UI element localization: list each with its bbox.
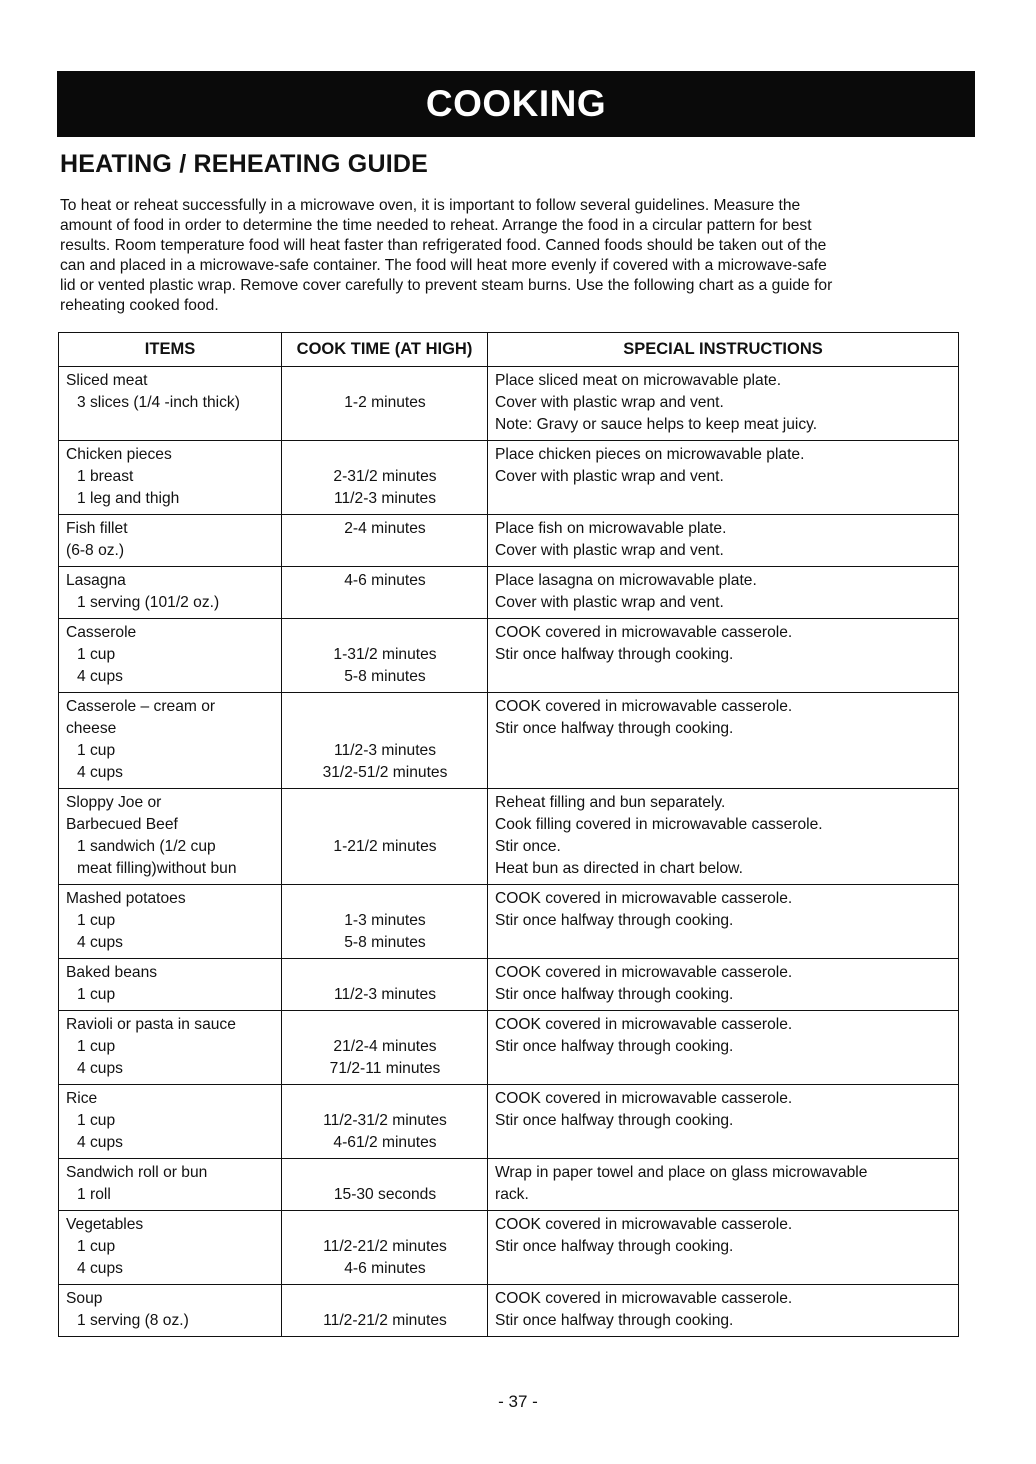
instruction-cell-line: COOK covered in microwavable casserole. [495,624,793,641]
spacer-line [289,962,481,984]
cook-time-cell-line: 11/2-3 minutes [334,742,436,759]
intro-line: results. Room temperature food will heat faster than refrigerated food. Canned foods should be taken out of the [60,237,827,254]
cook-time-cell-line: 11/2-31/2 minutes [323,1112,447,1129]
item-cell-line: Rice [66,1090,98,1107]
cook-time-cell [282,1159,488,1211]
intro-line: amount of food in order to determine the time needed to reheat. Arrange the food in a circular pattern for best [60,217,812,234]
intro-line: To heat or reheat successfully in a microwave oven, it is important to follow several guidelines. Measure the [60,197,801,214]
header-special-instructions: SPECIAL INSTRUCTIONS [488,333,959,367]
cook-time-cell-line: 4-61/2 minutes [333,1134,437,1151]
instruction-cell-line: Reheat filling and bun separately. [495,794,726,811]
instruction-cell [488,1159,959,1211]
cook-time-cell-line: 31/2-51/2 minutes [322,764,448,781]
table-row [59,1011,959,1085]
cook-time-cell [282,885,488,959]
item-cell-line: 3 slices (1/4 -inch thick) [77,394,240,411]
item-cell [59,1285,282,1337]
table-row [59,619,959,693]
item-cell [59,693,282,789]
cook-time-cell-line: 1-31/2 minutes [333,646,437,663]
table-row [59,1085,959,1159]
table-row [59,959,959,1011]
item-cell-line: Sloppy Joe or [66,794,162,811]
item-cell [59,885,282,959]
item-cell-line: 1 cup [77,1238,116,1255]
item-cell-line: 1 breast [77,468,134,485]
cook-time-cell-line: 2-4 minutes [344,520,426,537]
instruction-cell-line: COOK covered in microwavable casserole. [495,1290,793,1307]
instruction-cell-line: Place lasagna on microwavable plate. [495,572,757,589]
item-cell-line: 4 cups [77,1134,123,1151]
spacer-line [289,370,481,392]
instruction-cell-line: Stir once halfway through cooking. [495,1112,734,1129]
spacer-line [289,1162,481,1184]
item-cell [59,567,282,619]
cook-time-cell [282,619,488,693]
spacer-line [289,444,481,466]
instruction-cell [488,1285,959,1337]
intro-paragraph [60,196,960,316]
item-cell-line: Barbecued Beef [66,816,178,833]
table-row [59,1211,959,1285]
intro-line: lid or vented plastic wrap. Remove cover carefully to prevent steam burns. Use the following chart as a guide for [60,277,833,294]
cook-time-cell-line: 5-8 minutes [344,668,426,685]
cook-time-cell-line: 1-2 minutes [344,394,426,411]
instruction-cell [488,515,959,567]
item-cell [59,367,282,441]
item-cell-line: 1 roll [77,1186,111,1203]
cook-time-cell-line: 2-31/2 minutes [333,468,437,485]
instruction-cell-line: Wrap in paper towel and place on glass microwavable [495,1164,868,1181]
item-cell-line: Casserole – cream or [66,698,216,715]
instruction-cell-line: Cover with plastic wrap and vent. [495,468,724,485]
cook-time-cell [282,515,488,567]
cook-time-cell [282,1011,488,1085]
instruction-cell-line: COOK covered in microwavable casserole. [495,964,793,981]
cook-time-cell-line: 4-6 minutes [344,1260,426,1277]
instruction-cell-line: Heat bun as directed in chart below. [495,860,743,877]
cook-time-cell [282,1285,488,1337]
cook-time-cell-line: 11/2-3 minutes [334,986,436,1003]
item-cell [59,959,282,1011]
cook-time-cell-line: 21/2-4 minutes [333,1038,437,1055]
instruction-cell [488,959,959,1011]
item-cell-line: 4 cups [77,764,123,781]
instruction-cell [488,885,959,959]
instruction-cell [488,441,959,515]
item-cell-line: Baked beans [66,964,158,981]
cook-time-cell-line: 15-30 seconds [333,1186,437,1203]
instruction-cell-line: Place sliced meat on microwavable plate. [495,372,782,389]
instruction-cell-line: Place fish on microwavable plate. [495,520,727,537]
table-row [59,789,959,885]
item-cell-line: 1 cup [77,646,116,663]
table-row [59,567,959,619]
item-cell-line: 1 cup [77,742,116,759]
table-row [59,1159,959,1211]
item-cell-line: Vegetables [66,1216,144,1233]
cook-time-cell [282,441,488,515]
cook-time-cell-line: 5-8 minutes [344,934,426,951]
item-cell-line: 4 cups [77,668,123,685]
cook-time-cell [282,1211,488,1285]
reheating-guide-table [58,332,959,1337]
instruction-cell [488,789,959,885]
item-cell-line: 1 cup [77,1038,116,1055]
instruction-cell-line: Place chicken pieces on microwavable plate. [495,446,805,463]
item-cell-line: 1 sandwich (1/2 cup [77,838,216,855]
spacer-line [289,888,481,910]
cook-time-cell-line: 11/2-3 minutes [334,490,436,507]
item-cell-line: 4 cups [77,1260,123,1277]
instruction-cell [488,693,959,789]
table-row [59,693,959,789]
cook-time-cell [282,367,488,441]
item-cell [59,1085,282,1159]
item-cell-line: 1 leg and thigh [77,490,180,507]
spacer-line [289,1014,481,1036]
table-row [59,441,959,515]
item-cell-line: Lasagna [66,572,126,589]
intro-line: can and placed in a microwave-safe container. The food will heat more evenly if covered with a microwave-safe [60,257,827,274]
item-cell [59,789,282,885]
instruction-cell-line: COOK covered in microwavable casserole. [495,1016,793,1033]
item-cell-line: Sliced meat [66,372,148,389]
item-cell-line: 4 cups [77,934,123,951]
instruction-cell-line: Stir once halfway through cooking. [495,1312,734,1329]
instruction-cell-line: Stir once halfway through cooking. [495,720,734,737]
item-cell-line: Soup [66,1290,103,1307]
cook-time-cell-line: 1-21/2 minutes [333,838,437,855]
instruction-cell [488,619,959,693]
page-number: - 37 - [498,1392,538,1411]
cook-time-cell [282,1085,488,1159]
cook-time-cell [282,693,488,789]
table-row [59,1285,959,1337]
spacer-line [289,1214,481,1236]
spacer-line [289,696,481,718]
item-cell-line: Ravioli or pasta in sauce [66,1016,236,1033]
cook-time-cell-line: 71/2-11 minutes [329,1060,441,1077]
intro-line: reheating cooked food. [60,297,219,314]
header-cook-time: COOK TIME (AT HIGH) [282,333,488,367]
instruction-cell-line: Cover with plastic wrap and vent. [495,594,724,611]
instruction-cell [488,1011,959,1085]
instruction-cell [488,1211,959,1285]
item-cell [59,1011,282,1085]
item-cell [59,1159,282,1211]
item-cell-line: cheese [66,720,117,737]
cook-time-cell-line: 4-6 minutes [344,572,426,589]
item-cell-line: 1 cup [77,986,116,1003]
instruction-cell-line: Stir once halfway through cooking. [495,1038,734,1055]
instruction-cell-line: Note: Gravy or sauce helps to keep meat juicy. [495,416,818,433]
item-cell [59,619,282,693]
spacer-line [289,622,481,644]
item-cell-line: meat filling)without bun [77,860,237,877]
item-cell-line: Casserole [66,624,137,641]
instruction-cell-line: COOK covered in microwavable casserole. [495,698,793,715]
table-row [59,515,959,567]
cook-time-cell-line: 11/2-21/2 minutes [323,1312,447,1329]
table-row [59,885,959,959]
item-cell-line: (6-8 oz.) [66,542,125,559]
item-cell-line: 1 serving (101/2 oz.) [77,594,220,611]
instruction-cell-line: Cover with plastic wrap and vent. [495,542,724,559]
instruction-cell-line: COOK covered in microwavable casserole. [495,1216,793,1233]
item-cell [59,441,282,515]
header-items: ITEMS [59,333,282,367]
instruction-cell-line: Stir once halfway through cooking. [495,1238,734,1255]
item-cell [59,1211,282,1285]
instruction-cell-line: COOK covered in microwavable casserole. [495,1090,793,1107]
cook-time-cell [282,567,488,619]
instruction-cell [488,367,959,441]
section-banner: COOKING [57,71,975,137]
spacer-line [289,718,481,740]
item-cell-line: 1 cup [77,912,116,929]
table-row [59,367,959,441]
instruction-cell-line: Cover with plastic wrap and vent. [495,394,724,411]
item-cell-line: Mashed potatoes [66,890,186,907]
instruction-cell-line: Cook filling covered in microwavable casserole. [495,816,823,833]
instruction-cell-line: rack. [495,1186,529,1203]
spacer-line [289,1288,481,1310]
item-cell [59,515,282,567]
cook-time-cell-line: 1-3 minutes [344,912,426,929]
spacer-line [289,814,481,836]
cook-time-cell [282,959,488,1011]
instruction-cell-line: Stir once halfway through cooking. [495,986,734,1003]
item-cell-line: 1 cup [77,1112,116,1129]
item-cell-line: Sandwich roll or bun [66,1164,208,1181]
instruction-cell-line: Stir once halfway through cooking. [495,912,734,929]
page-title: HEATING / REHEATING GUIDE [60,150,428,178]
instruction-cell [488,567,959,619]
item-cell-line: 4 cups [77,1060,123,1077]
table-header-row [59,333,959,367]
item-cell-line: 1 serving (8 oz.) [77,1312,189,1329]
instruction-cell [488,1085,959,1159]
spacer-line [289,1088,481,1110]
instruction-cell-line: Stir once halfway through cooking. [495,646,734,663]
item-cell-line: Fish fillet [66,520,128,537]
item-cell-line: Chicken pieces [66,446,172,463]
cook-time-cell [282,789,488,885]
table-body [59,367,959,1337]
instruction-cell-line: COOK covered in microwavable casserole. [495,890,793,907]
cook-time-cell-line: 11/2-21/2 minutes [323,1238,447,1255]
instruction-cell-line: Stir once. [495,838,561,855]
spacer-line [289,792,481,814]
